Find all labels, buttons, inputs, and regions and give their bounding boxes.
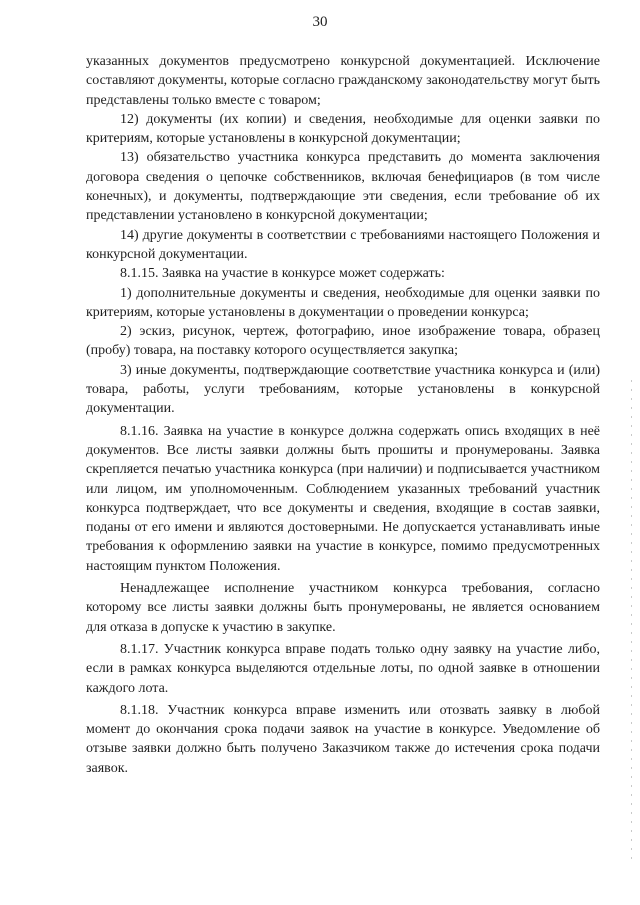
paragraph-8-1-15-item-2: 2) эскиз, рисунок, чертеж, фотографию, иное изображение товара, образец (пробу) товара, на поставку которого осуществляется закупка;	[86, 324, 600, 359]
paragraph-8-1-15-item-3: 3) иные документы, подтверждающие соответствие участника конкурса и (или) товара, работы, услуги требованиям, которые установлены в конкурсной документации.	[86, 362, 600, 417]
paragraph-8-1-17: 8.1.17. Участник конкурса вправе подать только одну заявку на участие либо, если в рамках конкурса выделяются отдельные лоты, по одной заявке в отношении каждого лота.	[86, 641, 600, 696]
paragraph-8-1-15: 8.1.15. Заявка на участие в конкурсе может содержать:	[120, 266, 445, 282]
paragraph-continuation: указанных документов предусмотрено конкурсной документацией. Исключение составляют документы, которые согласно гражданскому законодательству могут быть представлены только вместе с товаром;	[86, 54, 600, 108]
paragraph-item-13: 13) обязательство участника конкурса представить до момента заключения договора сведения о цепочке собственников, включая бенефициаров (в том числе конечных), и документы, подтверждающие эти сведения, если требование об их представлении установлено в конкурсной документации;	[86, 150, 600, 224]
paragraph-8-1-16: 8.1.16. Заявка на участие в конкурсе должна содержать опись входящих в неё документов. Все листы заявки должны быть прошиты и пронумерованы. Заявка скрепляется печатью участника конкурса (при наличии) и подписывается участником или лицом, им уполномоченным. Соблюдением указанных требований участник конкурса подтверждает, что все документы и сведения, входящие в состав заявки, поданы от его имени и являются достоверными. Не допускается устанавливать иные требования к оформлению заявки на участие в конкурсе, помимо предусмотренных настоящим пунктом Положения.	[86, 423, 600, 574]
scan-edge-mark	[631, 380, 632, 860]
paragraph-8-1-15-item-1: 1) дополнительные документы и сведения, необходимые для оценки заявки по критериям, которые установлены в документации о проведении конкурса;	[86, 285, 600, 320]
page-number: 30	[312, 14, 328, 30]
paragraph-8-1-18: 8.1.18. Участник конкурса вправе изменить или отозвать заявку в любой момент до окончания срока подачи заявок на участие в конкурсе. Уведомление об отзыве заявки должно быть получено Заказчиком также до истечения срока подачи заявок.	[86, 702, 600, 776]
paragraph-improper-numbering: Ненадлежащее исполнение участником конкурса требования, согласно которому все листы заявки должны быть пронумерованы, не является основанием для отказа в допуске к участию в закупке.	[86, 581, 600, 635]
paragraph-item-12: 12) документы (их копии) и сведения, необходимые для оценки заявки по критериям, которые установлены в конкурсной документации;	[86, 111, 600, 147]
document-body	[86, 52, 600, 778]
paragraph-item-14: 14) другие документы в соответствии с требованиями настоящего Положения и конкурсной документации.	[86, 227, 600, 262]
